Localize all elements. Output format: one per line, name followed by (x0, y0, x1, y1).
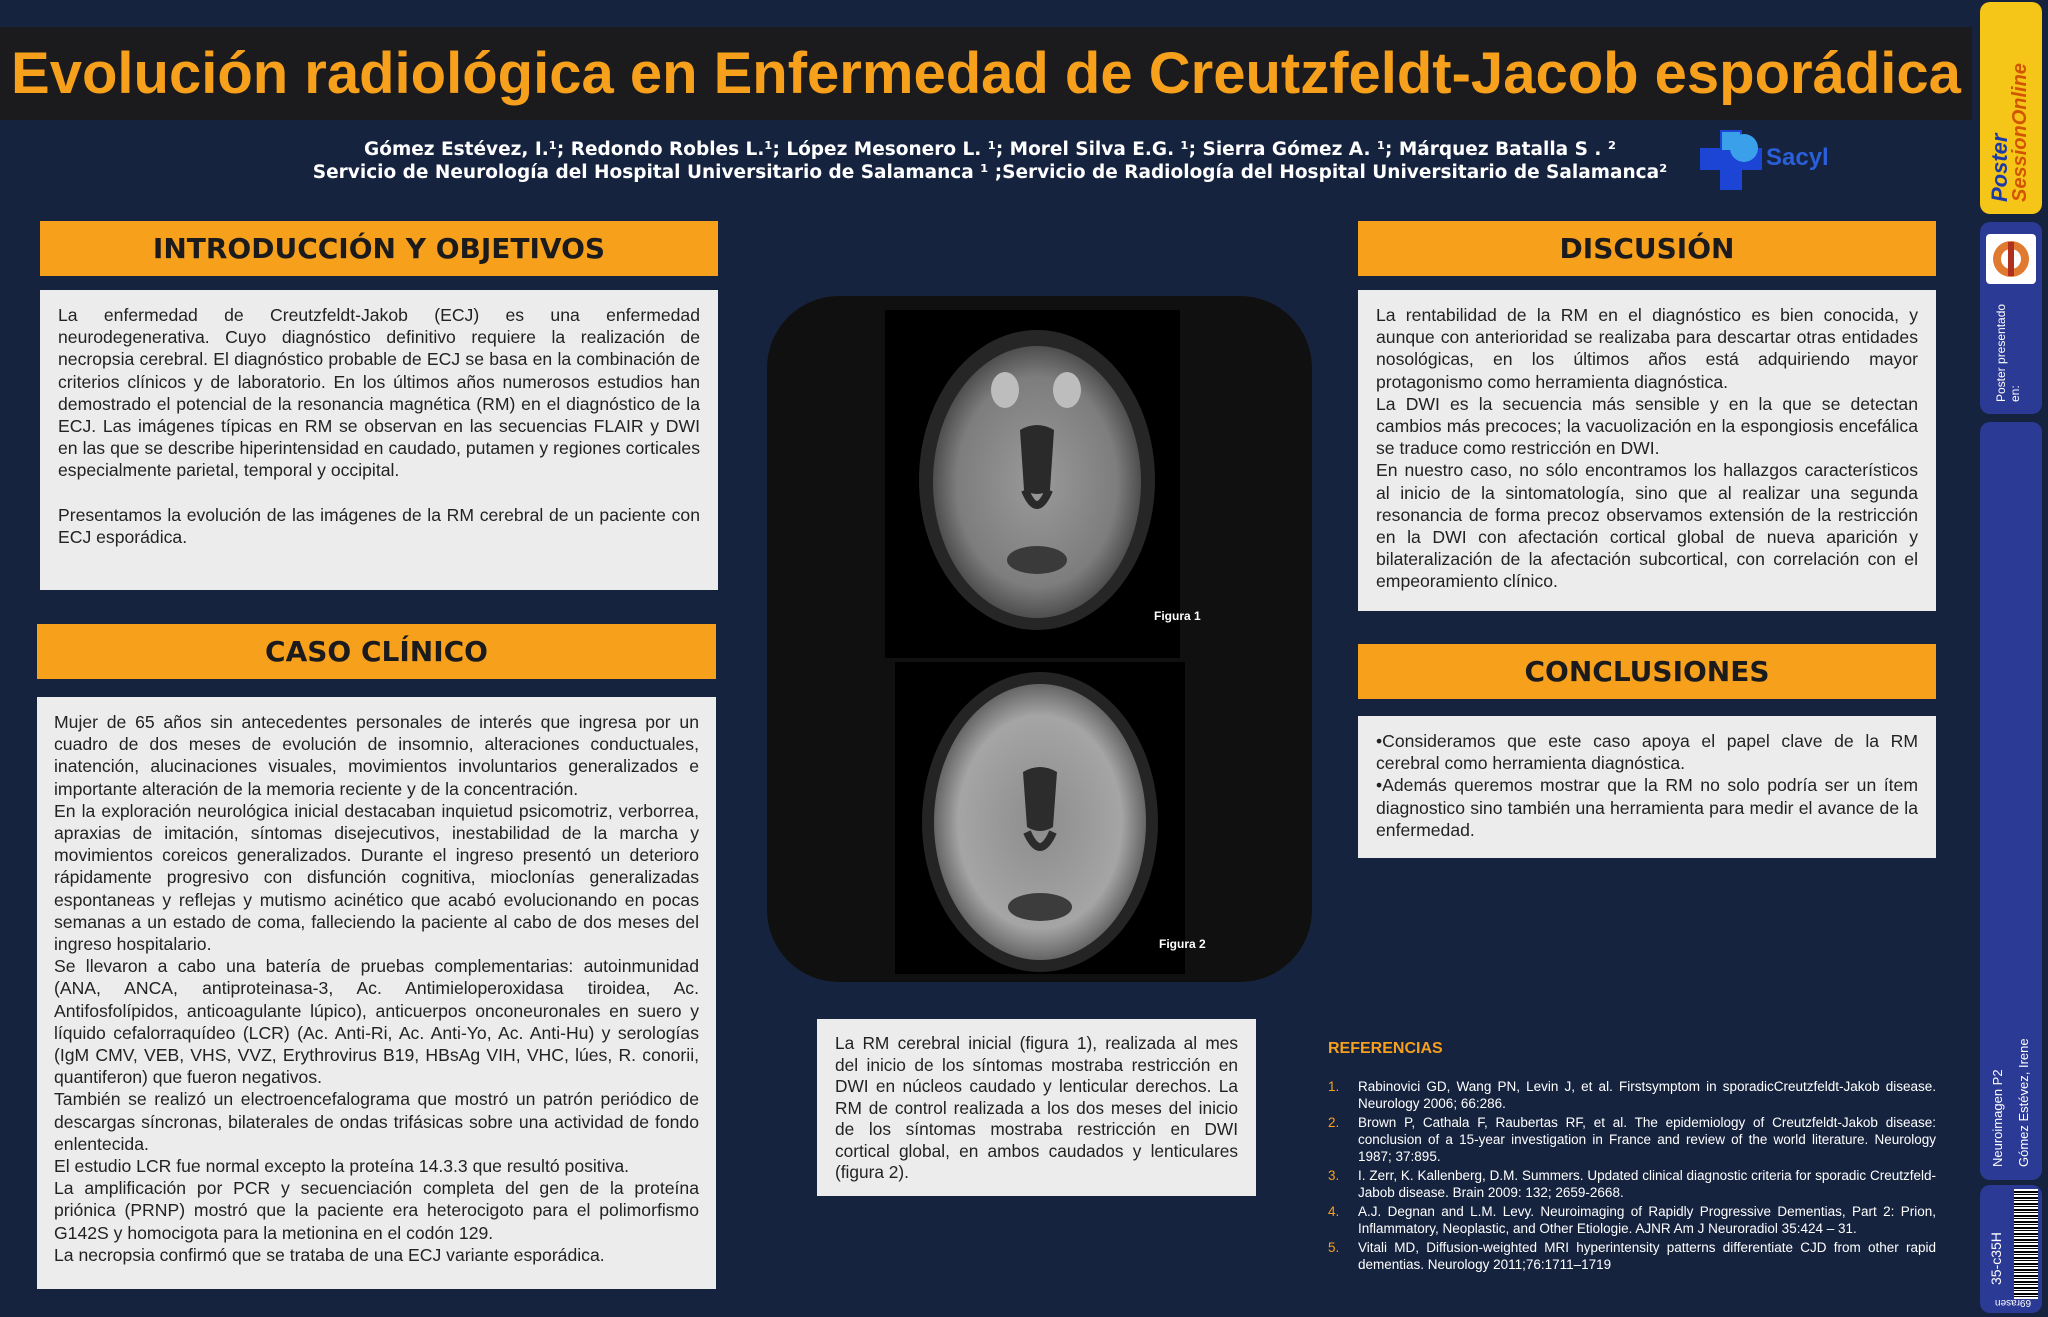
brain-scan-1-image (885, 310, 1180, 658)
reference-number: 2. (1328, 1115, 1340, 1130)
presented-at-block (1980, 222, 2042, 414)
reference-text: A.J. Degnan and L.M. Levy. Neuroimaging of Rapidly Progressive Dementias, Part 2: Prion, Inflammatory, Neoplastic, and Other Etiologie. AJNR Am J Neuroradiol 35:424 – 31. (1358, 1204, 1936, 1236)
discusion-paragraph: La rentabilidad de la RM en el diagnóstico es bien conocida, y aunque con anterioridad se realizaba para descartar otras entidades nosológicas, en los últimos años está adquiriendo mayor protagonismo como herramienta diagnóstica. (1376, 305, 1918, 392)
reference-text: I. Zerr, K. Kallenberg, D.M. Summers. Updated clinical diagnostic criteria for sporadic Creutzfeld-Jabob disease. Brain 2009: 132; 2659-2668. (1358, 1168, 1936, 1200)
mri-scan-1 (885, 310, 1180, 658)
presented-label: Poster presentado en: (1994, 303, 2022, 402)
barcode-block (1980, 1185, 2042, 1313)
caso-panel (37, 697, 716, 1289)
mri-figure-frame (767, 296, 1312, 982)
poster-title: Evolución radiológica en Enfermedad de Creutzfeldt-Jacob esporádica (11, 41, 1961, 106)
intro-paragraph-2: Presentamos la evolución de las imágenes de la RM cerebral de un paciente con ECJ esporádica. (58, 504, 700, 547)
poster-info-block (1980, 422, 2042, 1180)
poster-session-online-logo (1980, 2, 2042, 214)
conclusion-item: •Además queremos mostrar que la RM no solo podría ser un ítem diagnostico sino también una herramienta para medir el avance de la enfermedad. (1376, 775, 1918, 840)
figure-caption-panel (817, 1019, 1256, 1196)
brand-line-2: SessionOnline (2009, 63, 2031, 202)
authors-line: Gómez Estévez, I.¹; Redondo Robles L.¹; López Mesonero L. ¹; Morel Silva E.G. ¹; Sierra Gómez A. ¹; Márquez Batalla S . ² (364, 139, 1616, 160)
reference-item (1328, 1078, 1936, 1112)
caso-paragraph: El estudio LCR fue normal excepto la proteína 14.3.3 que resultó positiva. (54, 1156, 630, 1177)
intro-heading: INTRODUCCIÓN Y OBJETIVOS (40, 221, 718, 276)
caso-paragraph: También se realizó un electroencefalograma que mostró un patrón periódico de descargas síncronas, bilaterales de ondas trifásicas sobre una actividad de fondo enlentecida. (54, 1089, 699, 1154)
discusion-panel (1358, 290, 1936, 611)
society-emblem-icon (1986, 234, 2036, 284)
discusion-heading: DISCUSIÓN (1358, 221, 1936, 276)
barcode (2014, 1189, 2038, 1299)
title-bar (0, 27, 1972, 120)
poster-code: 35-c35H (1988, 1232, 2004, 1285)
reference-number: 5. (1328, 1240, 1340, 1255)
affiliations-line: Servicio de Neurología del Hospital Universitario de Salamanca ¹ ;Servicio de Radiología del Hospital Universitario de Salamanca² (312, 162, 1668, 183)
reference-item (1328, 1239, 1936, 1273)
poster-id-label: Neuroimagen P2 (1990, 1069, 2005, 1167)
conclusion-item: •Consideramos que este caso apoya el papel clave de la RM cerebral como herramienta diagnóstica. (1376, 731, 1918, 774)
logo-text: Sacyl (1766, 144, 1829, 171)
caso-paragraph: La amplificación por PCR y secuenciación completa del gen de la proteína priónica (PRNP) mostró que la paciente era heterocigoto para el polimorfismo G142S y homocigota para la metionina en el codón 129. (54, 1178, 699, 1243)
discusion-paragraph: En nuestro caso, no sólo encontramos los hallazgos característicos al inicio de la sintomatología, sino que al realizar una segunda resonancia de forma precoz observamos extensión de la restricción en la DWI con afectación cortical global de nueva aparición y bilateralización de la afectación subcortical, con correlación con el empeoramiento clínico. (1376, 460, 1918, 592)
brand-line-1: Poster (1987, 133, 2012, 202)
reference-number: 3. (1328, 1168, 1340, 1183)
authors-block (300, 138, 1680, 184)
brain-scan-2-image (895, 662, 1185, 974)
author-name-label: Gómez Estévez, Irene (2016, 1038, 2031, 1167)
reference-item (1328, 1167, 1936, 1201)
figure-caption: La RM cerebral inicial (figura 1), realizada al mes del inicio de los síntomas mostraba restricción en DWI en núcleos caudado y lenticular derechos. La RM de control realizada a los dos meses del inicio de los síntomas mostraba restricción en DWI cortical global, en ambos caudados y lenticulares (figura 2). (835, 1033, 1238, 1182)
caso-paragraph: En la exploración neurológica inicial destacaban inquietud psicomotriz, verborrea, apraxias de imitación, síntomas disejecutivos, inestabilidad de la marcha y movimientos coreicos generalizados. Durante el ingreso presentó un deterioro rápidamente progresivo con disfunción cognitiva, mioclonías generalizadas espontaneas y reflejas y mutismo acinético que acabó evolucionando en pocas semanas a un estado de coma, falleciendo la paciente al cabo de dos meses del ingreso hospitalario. (54, 800, 699, 955)
sacyl-cross-icon (1698, 128, 1768, 192)
figure-2-label: Figura 2 (1159, 937, 1206, 951)
caso-heading: CASO CLÍNICO (37, 624, 716, 679)
reference-text: Vitali MD, Diffusion-weighted MRI hyperintensity patterns differentiate CJD from other rapid dementias. Neurology 2011;76:1711–1719 (1358, 1240, 1936, 1272)
intro-paragraph-1: La enfermedad de Creutzfeldt-Jakob (ECJ) es una enfermedad neurodegenerativa. Cuyo diagnóstico definitivo requiere la realización de necropsia cerebral. El diagnóstico probable de ECJ se basa en la combinación de criterios clínicos y de laboratorio. En los últimos años numerosos estudios han demostrado el potencial de la resonancia magnética (RM) en el diagnóstico de la ECJ. Las imágenes típicas en RM se observan en las secuencias FLAIR y DWI en las que se describe hiperintensidad en caudado, putamen y regiones corticales especialmente parietal, temporal y occipital. (58, 305, 700, 481)
reference-text: Brown P, Cathala F, Raubertas RF, et al. The epidemiology of Creutzfeldt-Jakob disease: conclusion of a 15-year investigation in France and review of the world literature. Neurology 1987; 37:895. (1358, 1115, 1936, 1164)
poster-session-sidebar (1972, 0, 2048, 1317)
conclusiones-heading: CONCLUSIONES (1358, 644, 1936, 699)
reference-text: Rabinovici GD, Wang PN, Levin J, et al. Firstsymptom in sporadicCreutzfeldt-Jakob disease. Neurology 2006; 66:286. (1358, 1079, 1936, 1111)
discusion-paragraph: La DWI es la secuencia más sensible y en la que se detectan cambios más precoces; la vacuolización en la espongiosis encefálica se traduce como restricción en DWI. (1376, 393, 1918, 459)
reference-item (1328, 1203, 1936, 1237)
referencias-heading: REFERENCIAS (1328, 1040, 1443, 1057)
figure-1-label: Figura 1 (1154, 609, 1201, 623)
caso-paragraph: Se llevaron a cabo una batería de pruebas complementarias: autoinmunidad (ANA, ANCA, antiproteinasa-3, Ac. Antimieloperoxidasa tiroidea, Ac. Antifosfolípidos, anticoagulante lúpico), anticuerpos onconeuronales en suero y líquido cefalorraquídeo (LCR) (Ac. Anti-Ri, Ac. Anti-Yo, Ac. Anti-Hu) y serologías (IgM CMV, VEB, VHS, VVZ, Erythrovirus B19, HBsAg VIH, VHC, lúes, R. conorii, quantiferon) que fueron negativos. (54, 956, 699, 1088)
caso-paragraph: Mujer de 65 años sin antecedentes personales de interés que ingresa por un cuadro de dos meses de evolución de insomnio, alteraciones conductuales, inatención, alucinaciones visuales, movimientos involuntarios generalizados e importante alteración de la memoria reciente y de la concentración. (54, 712, 699, 799)
conclusiones-panel (1358, 716, 1936, 858)
referencias-section (1328, 1040, 1936, 1275)
caso-paragraph: La necropsia confirmó que se trataba de una ECJ variante esporádica. (54, 1244, 605, 1265)
sacyl-logo (1698, 128, 1838, 192)
mri-scan-2 (895, 662, 1185, 974)
reference-item (1328, 1114, 1936, 1165)
intro-panel (40, 290, 718, 590)
reference-number: 1. (1328, 1079, 1340, 1094)
barcode-text: 69rasen (1994, 1297, 2032, 1308)
reference-number: 4. (1328, 1204, 1340, 1219)
society-logo (1986, 234, 2036, 284)
